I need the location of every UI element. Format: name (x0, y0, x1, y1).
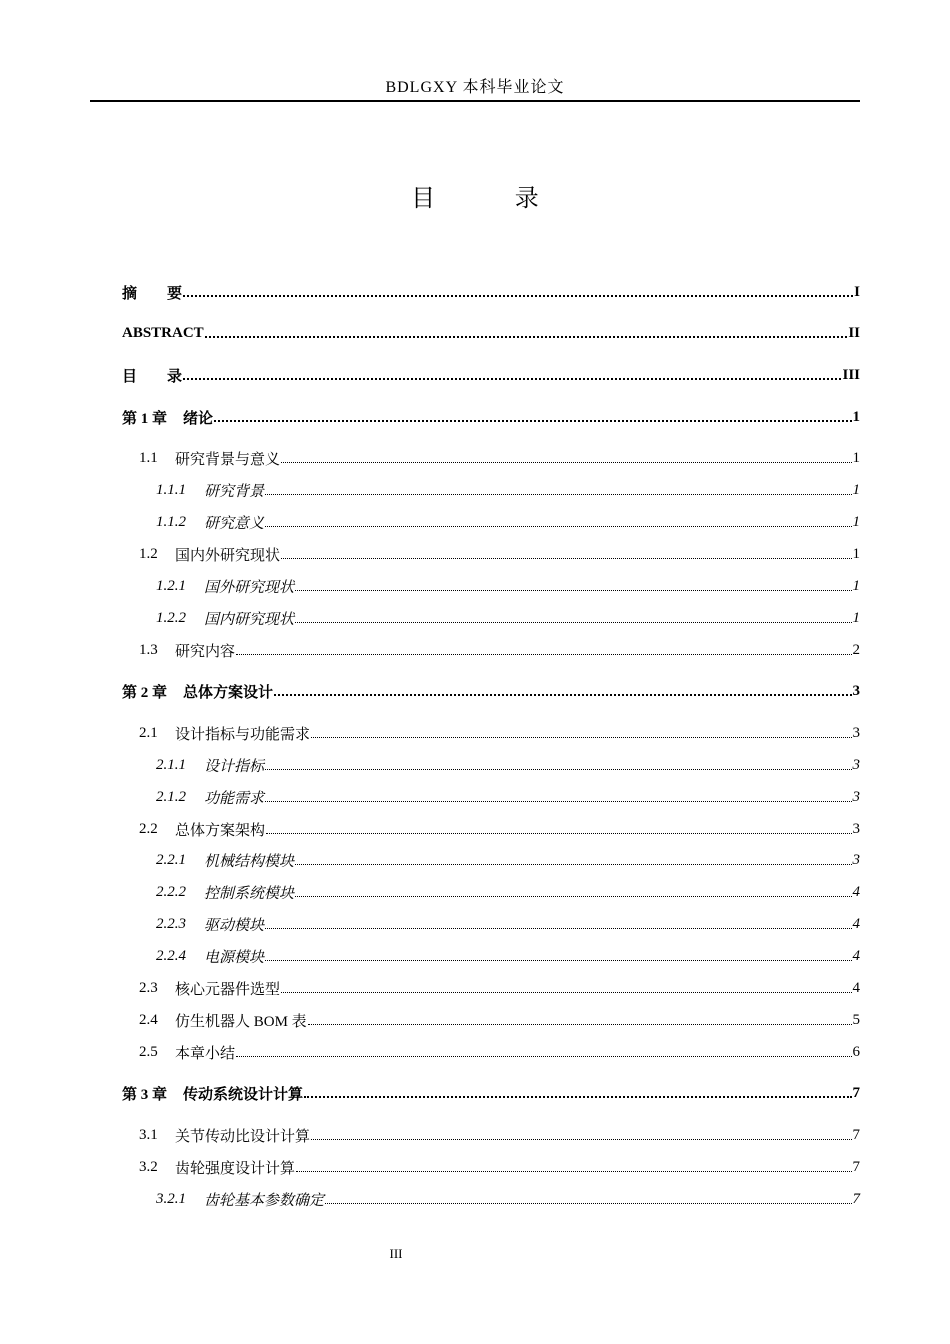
toc-entry-page: 1 (852, 577, 860, 594)
toc-entry-label: 功能需求 (204, 790, 265, 807)
dot-leader (274, 693, 851, 696)
page-number: III (389, 1246, 403, 1261)
toc-entry[interactable] (122, 940, 860, 972)
dot-leader (265, 927, 851, 929)
dot-leader (281, 461, 851, 463)
toc-entry-number: 3.1 (139, 1126, 158, 1143)
toc-entry-page: III (842, 366, 860, 383)
toc-entry-number: 2.2.2 (156, 883, 186, 900)
toc-entry-page: II (848, 324, 860, 341)
toc-entry-number: 1.1.2 (156, 513, 186, 530)
toc-entry[interactable] (122, 972, 860, 1004)
toc-entry-page: 3 (852, 756, 860, 773)
dot-leader (265, 800, 851, 802)
toc-entry-label: 齿轮强度设计计算 (175, 1160, 296, 1177)
dot-leader (295, 589, 851, 591)
toc-entry-number: 1.2.1 (156, 577, 186, 594)
dot-leader (265, 525, 851, 527)
toc-entry-label: 设计指标与功能需求 (175, 726, 311, 743)
toc-entry[interactable] (122, 1077, 860, 1109)
toc-entry-label: 机械结构模块 (204, 853, 295, 870)
toc-entry[interactable] (122, 1036, 860, 1068)
toc-entry-number: 1.2 (139, 545, 158, 562)
toc-entry-page: 3 (852, 724, 860, 741)
toc-entry-label: 研究内容 (175, 643, 236, 660)
toc-entry[interactable] (122, 908, 860, 940)
toc-entry[interactable] (122, 749, 860, 781)
toc-entry-number: 1.3 (139, 641, 158, 658)
toc-entry[interactable] (122, 675, 860, 707)
dot-leader (281, 991, 851, 993)
toc-entry[interactable] (122, 401, 860, 433)
toc-entry[interactable] (122, 506, 860, 538)
dot-leader (295, 621, 851, 623)
toc-entry[interactable] (122, 442, 860, 474)
dot-leader (311, 1138, 851, 1140)
toc-entry-page: 5 (852, 1011, 860, 1028)
toc-entry-label: 总体方案设计 (183, 684, 274, 701)
toc-entry-label: 设计指标 (204, 758, 265, 775)
toc-entry[interactable] (122, 1119, 860, 1151)
toc-entry-page: 7 (852, 1084, 860, 1101)
toc-entry-page: 1 (852, 513, 860, 530)
toc-entry-label: 本章小结 (175, 1045, 236, 1062)
dot-leader (311, 736, 851, 738)
toc-entry-number: 2.1.2 (156, 788, 186, 805)
toc-entry[interactable] (122, 1004, 860, 1036)
toc-entry[interactable] (122, 474, 860, 506)
toc-entry-page: 1 (852, 545, 860, 562)
header-rule (90, 100, 860, 102)
toc-entry-page: 4 (852, 947, 860, 964)
toc-entry-number: 3.2 (139, 1158, 158, 1175)
toc-entry-number: 2.4 (139, 1011, 158, 1028)
toc-entry[interactable] (122, 813, 860, 845)
dot-leader (295, 863, 851, 865)
dot-leader (265, 768, 851, 770)
toc-entry-label: 研究背景与意义 (175, 451, 281, 468)
dot-leader (236, 1055, 851, 1057)
dot-leader (325, 1202, 851, 1204)
toc-entry-number: 1.1 (139, 449, 158, 466)
toc-entry-number: 2.3 (139, 979, 158, 996)
dot-leader (296, 1170, 851, 1172)
toc-entry-page: 3 (852, 820, 860, 837)
dot-leader (183, 294, 853, 297)
toc-entry-label: 国内外研究现状 (175, 547, 281, 564)
toc-entry-label: 核心元器件选型 (175, 981, 281, 998)
toc-entry-label: 绪论 (183, 410, 214, 427)
toc-entry-page: 1 (852, 481, 860, 498)
toc-entry-number: 2.1.1 (156, 756, 186, 773)
toc-entry-label: 目 录 (122, 368, 183, 385)
toc-entry-label: 控制系统模块 (204, 885, 295, 902)
toc-entry[interactable] (122, 717, 860, 749)
toc-entry-number: 1.1.1 (156, 481, 186, 498)
toc-entry[interactable] (122, 1183, 860, 1215)
toc-entry-label: 齿轮基本参数确定 (204, 1192, 325, 1209)
toc-entry-label: 研究意义 (204, 515, 265, 532)
toc-entry-number: 2.1 (139, 724, 158, 741)
toc-entry-number: 2.2.1 (156, 851, 186, 868)
toc-entry-page: 7 (852, 1126, 860, 1143)
toc-entry[interactable] (122, 634, 860, 666)
dot-leader (183, 377, 841, 380)
dot-leader (304, 1095, 851, 1098)
toc-entry-number: 第 1 章 (122, 410, 168, 427)
dot-leader (265, 493, 851, 495)
toc-entry-page: 4 (852, 915, 860, 932)
toc-entry[interactable] (122, 538, 860, 570)
toc-entry-page: 7 (852, 1158, 860, 1175)
toc-entry[interactable] (122, 1151, 860, 1183)
toc-title: 目 录 (411, 184, 575, 212)
toc-entry-page: 1 (852, 408, 860, 425)
toc-entry-page: 6 (852, 1043, 860, 1060)
toc-entry-label: 驱动模块 (204, 917, 265, 934)
toc-entry-page: 4 (852, 979, 860, 996)
running-header: BDLGXY 本科毕业论文 (385, 79, 565, 96)
toc-entry-label: 国外研究现状 (204, 579, 295, 596)
toc-entry[interactable] (122, 317, 860, 349)
dot-leader (295, 895, 851, 897)
toc-entry[interactable] (122, 276, 860, 308)
toc-entry-page: 2 (852, 641, 860, 658)
toc-entry-label: 仿生机器人 BOM 表 (175, 1013, 307, 1030)
toc-entry-number: 2.2 (139, 820, 158, 837)
toc-entry-page: 3 (852, 851, 860, 868)
dot-leader (308, 1023, 852, 1025)
toc-entry-label: 国内研究现状 (204, 611, 295, 628)
toc-entry-label: 关节传动比设计计算 (175, 1128, 311, 1145)
toc-entry-label: 总体方案架构 (175, 822, 266, 839)
toc-entry-label: ABSTRACT (122, 324, 204, 341)
toc-entry-page: I (854, 283, 860, 300)
toc-entry-number: 第 2 章 (122, 684, 168, 701)
toc-entry[interactable] (122, 359, 860, 391)
toc-entry-number: 2.2.4 (156, 947, 186, 964)
toc-entry-label: 摘 要 (122, 285, 183, 302)
toc-entry[interactable] (122, 781, 860, 813)
dot-leader (265, 959, 851, 961)
toc-entry-label: 电源模块 (204, 949, 265, 966)
toc-entry-page: 7 (852, 1190, 860, 1207)
dot-leader (214, 419, 851, 422)
toc-entry-page: 1 (852, 449, 860, 466)
dot-leader (205, 335, 848, 338)
dot-leader (281, 557, 851, 559)
toc-entry-page: 3 (852, 682, 860, 699)
toc-entry-page: 4 (852, 883, 860, 900)
toc-entry-label: 研究背景 (204, 483, 265, 500)
toc-entry[interactable] (122, 844, 860, 876)
toc-entry-number: 1.2.2 (156, 609, 186, 626)
toc-entry[interactable] (122, 570, 860, 602)
toc-entry-number: 2.5 (139, 1043, 158, 1060)
toc-entry[interactable] (122, 876, 860, 908)
dot-leader (266, 832, 851, 834)
toc-entry-number: 第 3 章 (122, 1086, 168, 1103)
toc-entry-page: 1 (852, 609, 860, 626)
dot-leader (236, 653, 851, 655)
toc-entry-number: 3.2.1 (156, 1190, 186, 1207)
toc-entry-number: 2.2.3 (156, 915, 186, 932)
toc-entry-page: 3 (852, 788, 860, 805)
toc-entry[interactable] (122, 602, 860, 634)
toc-entry-label: 传动系统设计计算 (183, 1086, 304, 1103)
